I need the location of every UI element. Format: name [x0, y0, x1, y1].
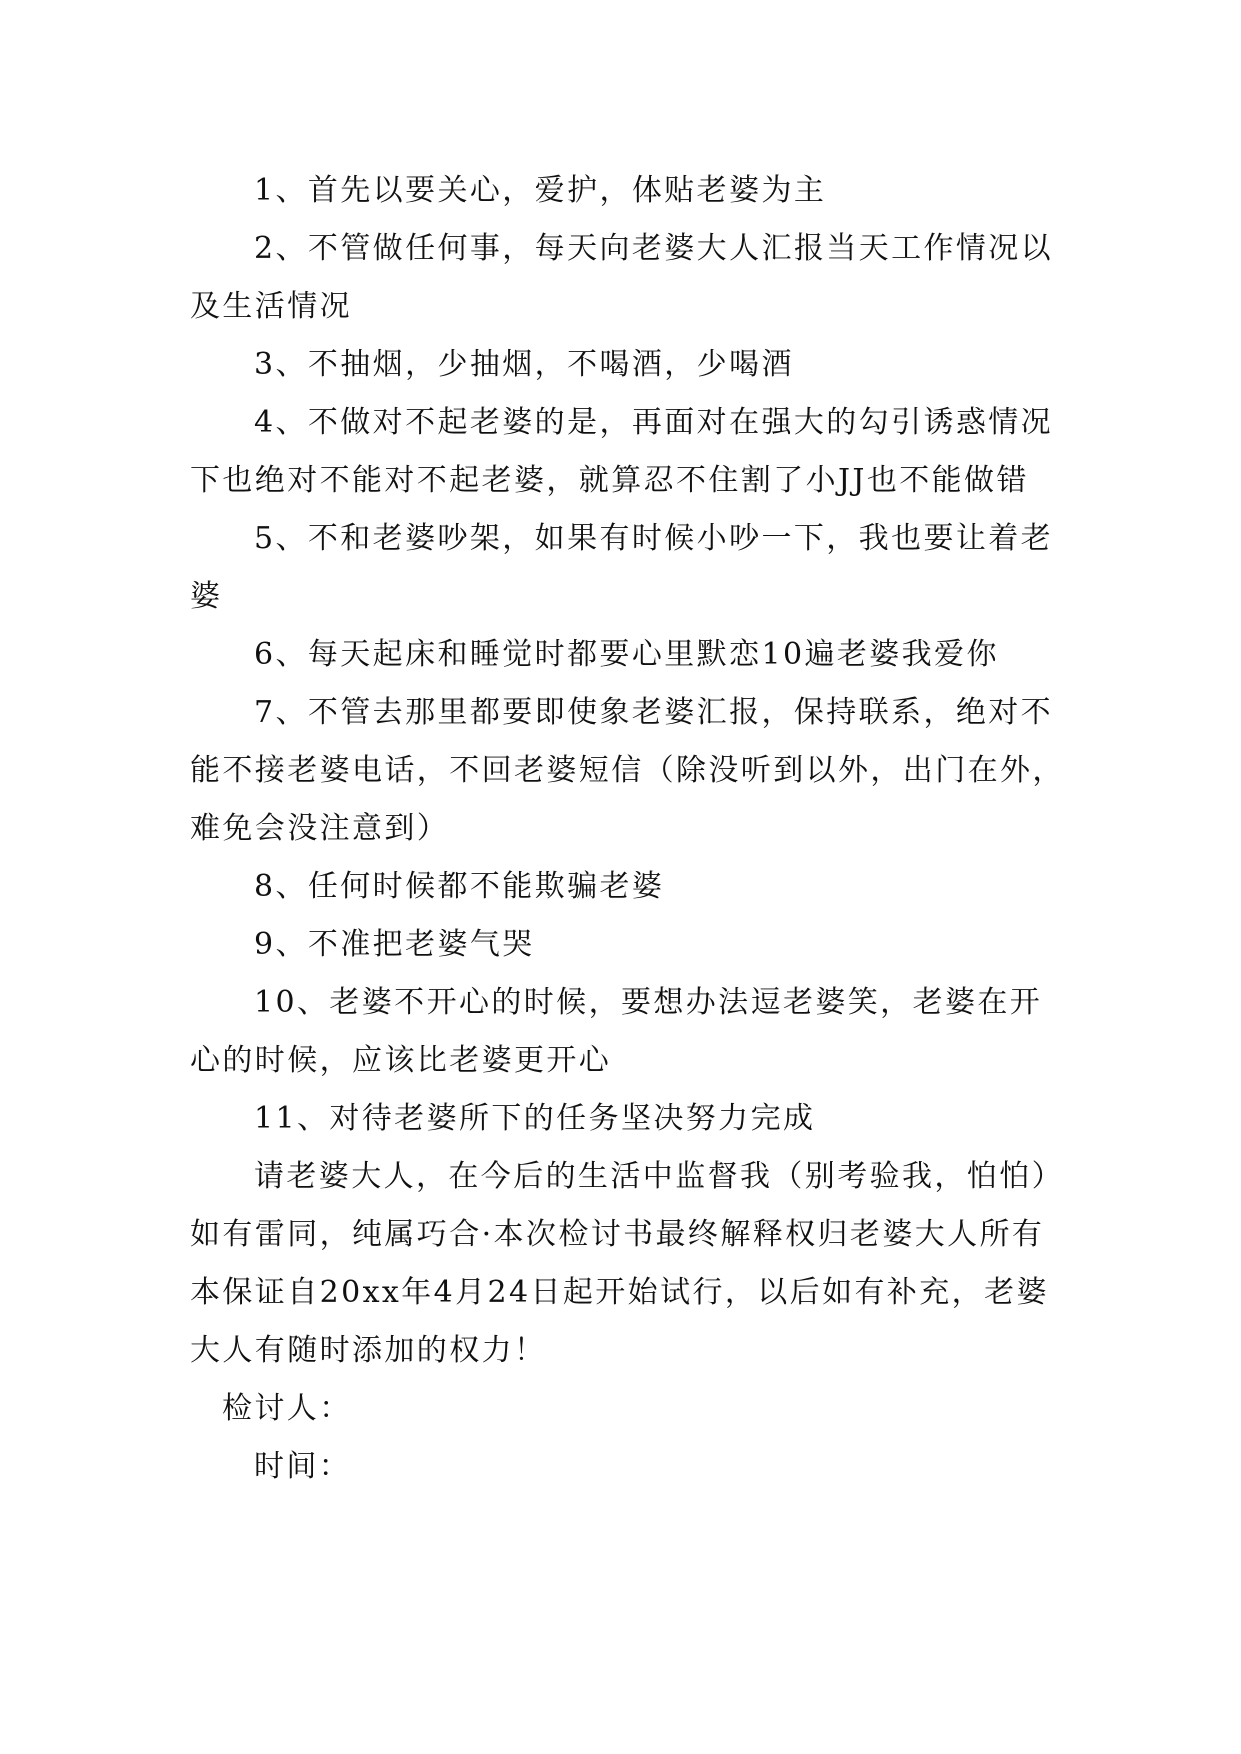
paragraph-item-2: 2、不管做任何事，每天向老婆大人汇报当天工作情况以及生活情况 — [190, 231, 1054, 324]
paragraph-item-4: 4、不做对不起老婆的是，再面对在强大的勾引诱惑情况下也绝对不能对不起老婆，就算忍不住割了小JJ也不能做错 — [190, 405, 1054, 498]
closing-paragraph: 请老婆大人，在今后的生活中监督我（别考验我，怕怕）如有雷同，纯属巧合·本次检讨书最终解释权归老婆大人所有本保证自20xx年4月24日起开始试行，以后如有补充，老婆大人有随时添加的权力！ — [190, 1159, 1064, 1368]
time-label: 时间： — [254, 1449, 352, 1484]
paragraph-item-3: 3、不抽烟，少抽烟，不喝酒，少喝酒 — [254, 347, 794, 382]
reviewer-label: 检讨人： — [222, 1391, 352, 1426]
paragraph-item-1: 1、首先以要关心，爱护，体贴老婆为主 — [254, 173, 827, 208]
paragraph-item-11: 11、对待老婆所下的任务坚决努力完成 — [254, 1101, 816, 1136]
paragraph-item-8: 8、任何时候都不能欺骗老婆 — [254, 869, 665, 904]
paragraph-item-7: 7、不管去那里都要即使象老婆汇报，保持联系，绝对不能不接老婆电话，不回老婆短信（除没听到以外，出门在外，难免会没注意到） — [190, 695, 1065, 846]
paragraph-item-6: 6、每天起床和睡觉时都要心里默恋10遍老婆我爱你 — [254, 637, 999, 672]
document-body — [190, 162, 1070, 1496]
paragraph-item-10: 10、老婆不开心的时候，要想办法逗老婆笑，老婆在开心的时候，应该比老婆更开心 — [190, 985, 1043, 1078]
paragraph-item-5: 5、不和老婆吵架，如果有时候小吵一下，我也要让着老婆 — [190, 521, 1054, 614]
paragraph-item-9: 9、不准把老婆气哭 — [254, 927, 535, 962]
